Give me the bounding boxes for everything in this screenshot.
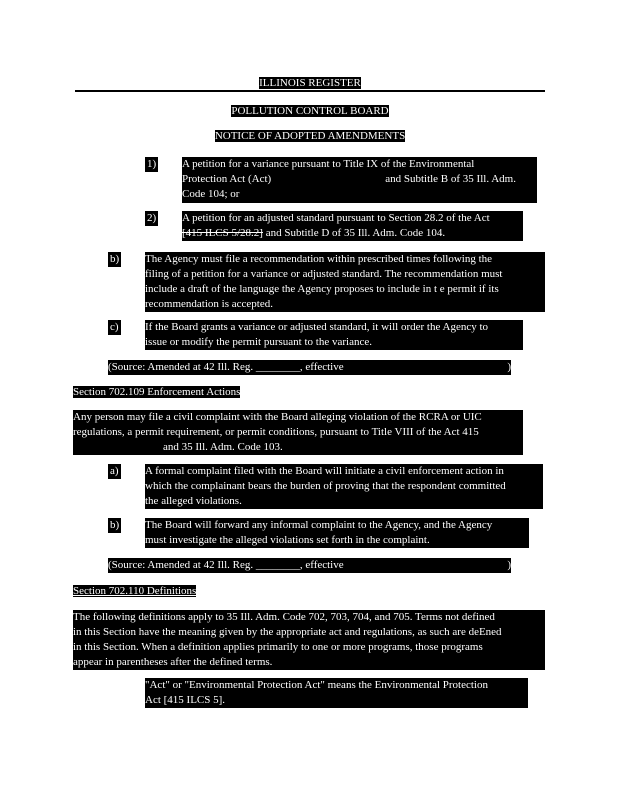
item-1-number: 1) <box>147 158 157 170</box>
notice-title: NOTICE OF ADOPTED AMENDMENTS <box>214 130 406 142</box>
section-110-heading: Section 702.110 Definitions <box>73 585 197 597</box>
item-c-number: c) <box>110 321 119 333</box>
register-title: ILLINOIS REGISTER <box>259 77 361 89</box>
section-109-paragraph: Any person may file a civil complaint with the Board alleging violation of the RCRA or UIC regulations, a permit requirement, or permit conditions, pursuant to Title VIII of the Act 415 and 35 Ill. Adm. Code 103. <box>73 410 523 455</box>
board-title: POLLUTION CONTROL BOARD <box>231 105 389 117</box>
source-note-2: (Source: Amended at 42 Ill. Reg. ________, effective ) <box>108 559 511 571</box>
definition-act: "Act" or "Environmental Protection Act" means the Environmental Protection Act [415 ILCS 5]. <box>145 678 528 708</box>
item-2-number: 2) <box>147 212 157 224</box>
section-109-a-number: a) <box>110 465 119 477</box>
item-1: A petition for a variance pursuant to Title IX of the Environmental Protection Act (Act) and Subtitle B of 35 Ill. Adm. Code 104; or <box>182 157 537 203</box>
item-2: A petition for an adjusted standard pursuant to Section 28.2 of the Act [415 ILCS 5/28.2] and Subtitle D of 35 Ill. Adm. Code 104. <box>182 211 523 241</box>
section-109-b-number: b) <box>110 519 120 531</box>
item-b-number: b) <box>110 253 120 265</box>
section-109-a: A formal complaint filed with the Board will initiate a civil enforcement action in which the complainant bears the burden of proving that the respondent committed the alleged violations. <box>145 464 543 509</box>
section-110-paragraph: The following definitions apply to 35 Ill. Adm. Code 702, 703, 704, and 705. Terms not defined in this Section have the meaning given by the appropriate act and regulations, as such are deEned in this Section. When a definition applies primarily to one or more programs, those programs appear in parentheses after the defined terms. <box>73 610 545 670</box>
item-c: If the Board grants a variance or adjusted standard, it will order the Agency to issue or modify the permit pursuant to the variance. <box>145 320 523 350</box>
item-b: The Agency must file a recommendation within prescribed times following the filing of a petition for a variance or adjusted standard. The recommendation must include a draft of the language the Agency proposes to include in t e permit if its recommendation is accepted. <box>145 252 545 312</box>
section-109-heading: Section 702.109 Enforcement Actions <box>73 386 241 398</box>
source-note-1: (Source: Amended at 42 Ill. Reg. ________, effective ) <box>108 361 511 373</box>
section-109-b: The Board will forward any informal complaint to the Agency, and the Agency must investigate the alleged violations set forth in the complaint. <box>145 518 529 548</box>
